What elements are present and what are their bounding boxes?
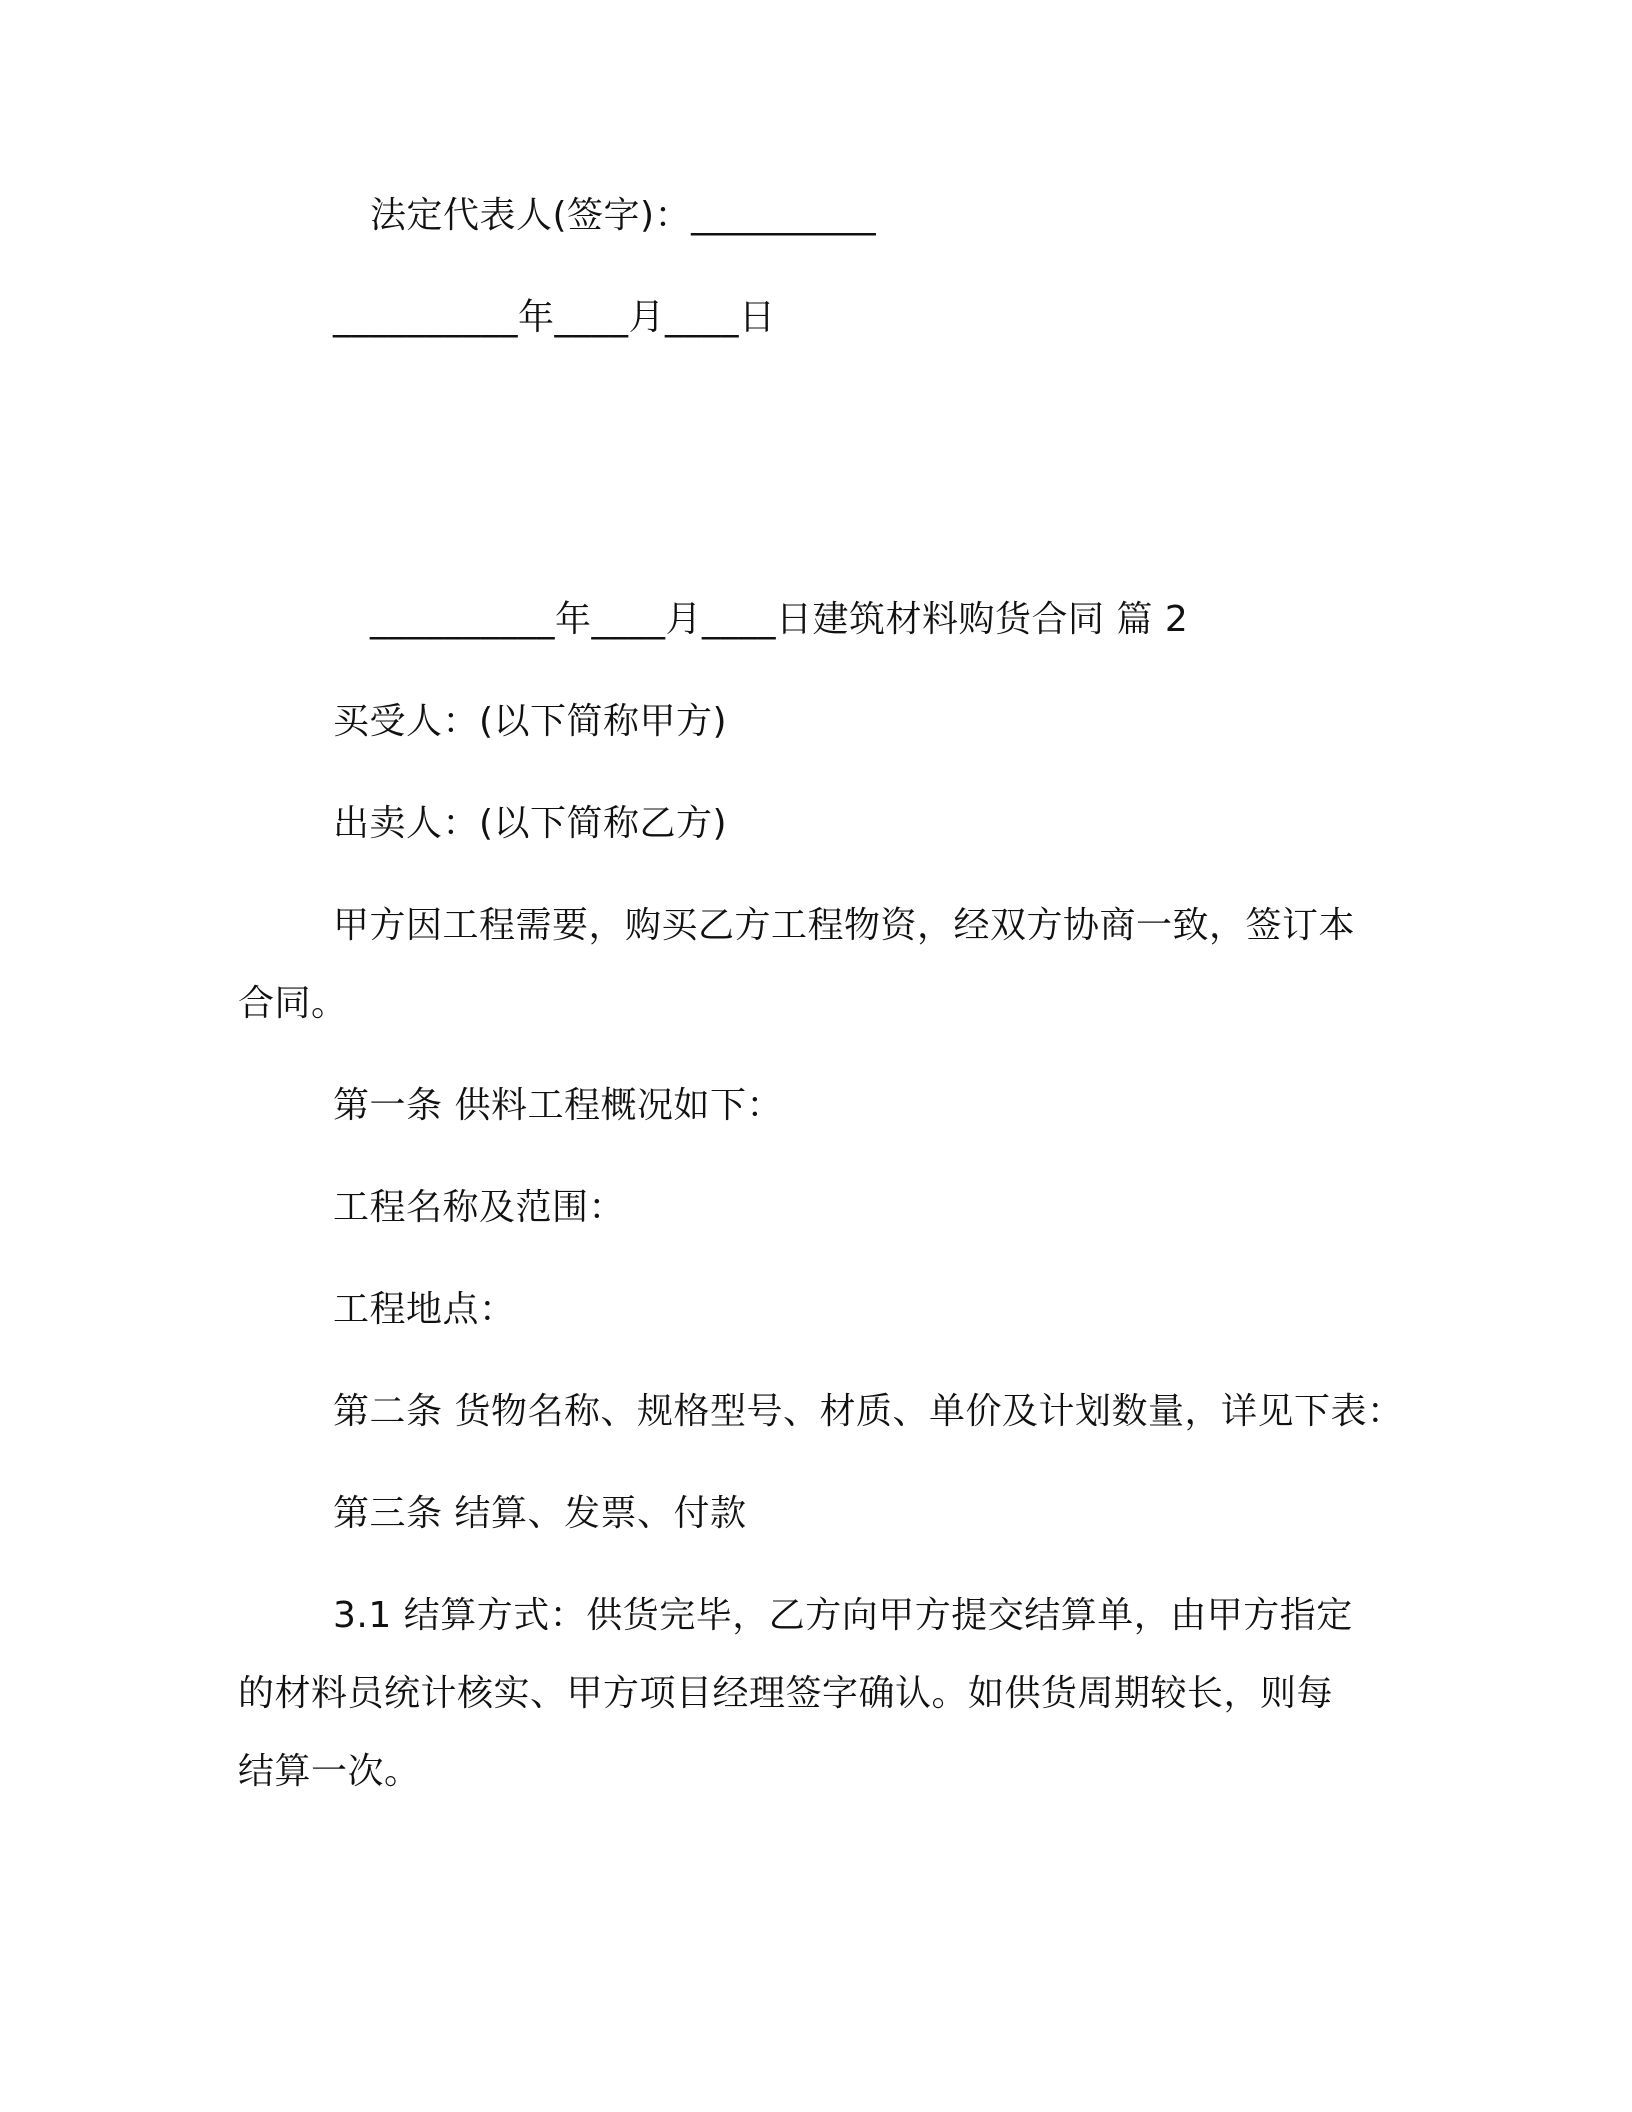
article-2-heading: 第二条 货物名称、规格型号、材质、单价及计划数量，详见下表： — [333, 1391, 1404, 1432]
clause-3-1-line-1: 3.1 结算方式：供货完毕，乙方向甲方提交结算单，由甲方指定 — [333, 1595, 1353, 1636]
intro-paragraph-line-2: 合同。 — [238, 983, 348, 1024]
intro-paragraph-line-1: 甲方因工程需要，购买乙方工程物资，经双方协商一致，签订本 — [333, 905, 1356, 946]
signature-date-line: __________年____月____日 — [333, 297, 776, 338]
buyer-line: 买受人：(以下简称甲方) — [333, 701, 728, 742]
contract-title: __________年____月____日建筑材料购货合同 篇 2 — [370, 599, 1189, 640]
legal-representative-signature-line: 法定代表人(签字)：__________ — [370, 195, 877, 236]
clause-3-1-line-3: 结算一次。 — [238, 1751, 421, 1792]
clause-3-1-line-2: 的材料员统计核实、甲方项目经理签字确认。如供货周期较长，则每 — [238, 1673, 1334, 1714]
article-1-heading: 第一条 供料工程概况如下： — [333, 1085, 783, 1126]
project-location-field: 工程地点： — [333, 1289, 516, 1330]
project-name-field: 工程名称及范围： — [333, 1187, 626, 1228]
article-3-heading: 第三条 结算、发票、付款 — [333, 1493, 747, 1534]
seller-line: 出卖人：(以下简称乙方) — [333, 803, 728, 844]
